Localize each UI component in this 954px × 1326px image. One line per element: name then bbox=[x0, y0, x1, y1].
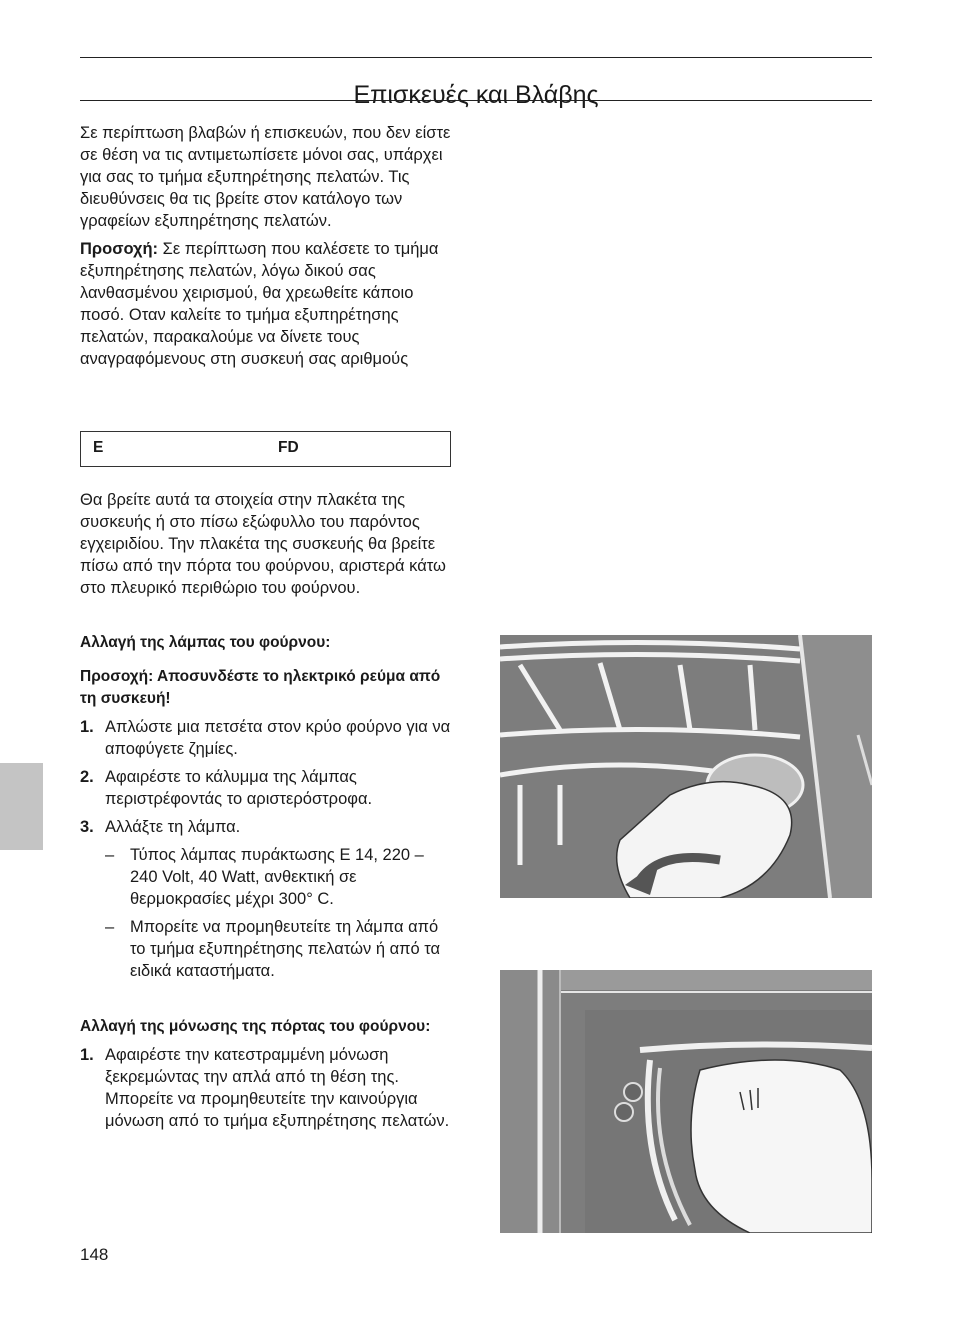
step-text: Αλλάξτε τη λάμπα. bbox=[105, 818, 241, 836]
step-number: 1. bbox=[80, 718, 94, 736]
caution-paragraph bbox=[80, 238, 455, 370]
chapter-side-tab bbox=[0, 763, 43, 850]
step-text: Αφαιρέστε την κατεστραμμένη μόνωση ξεκρεμώντας την απλά από τη θέση της. Μπορείτε να προμηθευτείτε την καινούργια μόνωση από το τμήμα εξυπηρέτησης πελατών. bbox=[105, 1046, 450, 1130]
lamp-step-3 bbox=[80, 816, 455, 838]
intro-block bbox=[80, 122, 455, 370]
intro-paragraph: Σε περίπτωση βλαβών ή επισκευών, που δεν είστε σε θέση να τις αντιμετωπίσετε μόνοι σας, υπάρχει για σας το τμήμα εξυπηρέτησης πελατών. Τις διευθύνσεις θα τις βρείτε στον κατάλογο των γραφείων εξυπηρέτησης πελατών. bbox=[80, 124, 451, 230]
plate-info-paragraph: Θα βρείτε αυτά τα στοιχεία στην πλακέτα της συσκευής ή στο πίσω εξώφυλλο του παρόντος εγχειριδίου. Την πλακέτα της συσκευής θα βρείτε πίσω από την πόρτα του φούρνου, αριστερά κάτω στο πλευρικό περιθώριο του φούρνου. bbox=[80, 491, 446, 597]
sub-item-text: Μπορείτε να προμηθευτείτε τη λάμπα από το τμήμα εξυπηρέτησης πελατών ή από τα ειδικά καταστήματα. bbox=[130, 918, 441, 980]
top-rule bbox=[80, 57, 872, 58]
step-text: Απλώστε μια πετσέτα στον κρύο φούρνο για να αποφύγετε ζημίες. bbox=[105, 718, 451, 758]
lamp-step-2 bbox=[80, 766, 455, 810]
step-number: 3. bbox=[80, 818, 94, 836]
dash-marker: – bbox=[105, 846, 115, 864]
lamp-illustration-svg bbox=[500, 635, 872, 898]
dash-marker: – bbox=[105, 918, 115, 936]
caution-label: Προσοχή: bbox=[80, 240, 159, 258]
door-seal-illustration bbox=[500, 970, 872, 1233]
lamp-step-1 bbox=[80, 716, 455, 760]
seal-step-1 bbox=[80, 1044, 455, 1132]
lamp-sub-item-2 bbox=[80, 916, 455, 982]
e-number-label: E bbox=[93, 439, 104, 456]
caution-text: Σε περίπτωση που καλέσετε το τμήμα εξυπηρέτησης πελατών, λόγω δικού σας λανθασμένου χειρισμού, θα χρεωθείτε κάποιο ποσό. Οταν καλείτε το τμήμα εξυπηρέτησης πελατών, παρακαλούμε να δίνετε τους αναγραφόμενους στη συσκευή σας αριθμούς bbox=[80, 240, 439, 368]
step-text: Αφαιρέστε το κάλυμμα της λάμπας περιστρέφοντάς το αριστερόστροφα. bbox=[105, 768, 373, 808]
lamp-sub-item-1 bbox=[80, 844, 455, 910]
step-number: 2. bbox=[80, 768, 94, 786]
appliance-number-box bbox=[80, 431, 451, 467]
title-underline bbox=[80, 100, 872, 101]
seal-heading: Αλλαγή της μόνωσης της πόρτας του φούρνου: bbox=[80, 1018, 431, 1035]
lamp-section bbox=[80, 632, 455, 982]
lamp-heading: Αλλαγή της λάμπας του φούρνου: bbox=[80, 634, 331, 651]
lamp-warning: Προσοχή: Αποσυνδέστε το ηλεκτρικό ρεύμα από τη συσκευή! bbox=[80, 668, 441, 707]
page-title: Επισκευές και Βλάβης bbox=[353, 80, 599, 109]
sub-item-text: Τύπος λάμπας πυράκτωσης E 14, 220 – 240 Volt, 40 Watt, ανθεκτική σε θερμοκρασίες μέχρι 300° C. bbox=[130, 846, 424, 908]
seal-section bbox=[80, 1016, 455, 1132]
page-number: 148 bbox=[80, 1245, 109, 1264]
lamp-replacement-illustration bbox=[500, 635, 872, 898]
fd-number-label: FD bbox=[278, 439, 299, 456]
step-number: 1. bbox=[80, 1046, 94, 1064]
plate-info-block bbox=[80, 489, 455, 599]
seal-illustration-svg bbox=[500, 970, 872, 1233]
